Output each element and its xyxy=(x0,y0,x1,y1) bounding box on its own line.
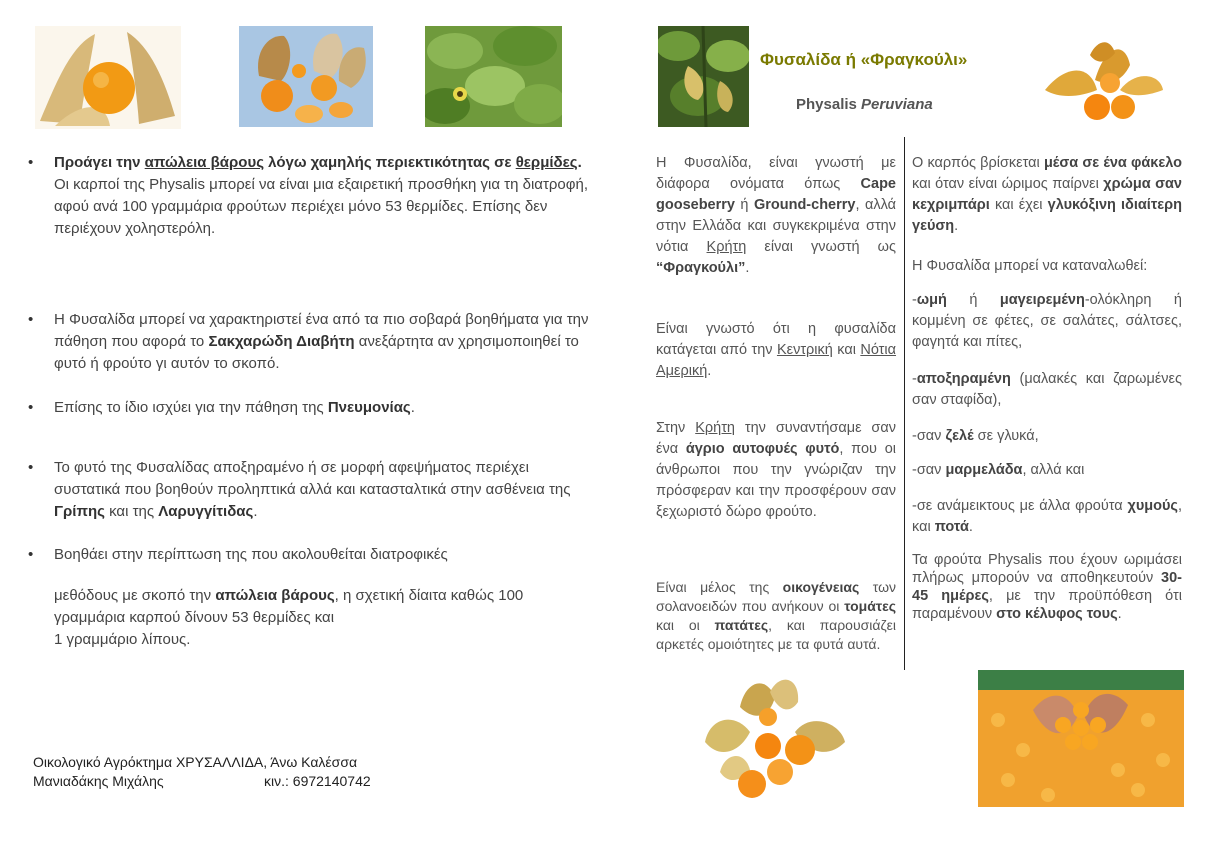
bullet5-line2: μεθόδους με σκοπό την απώλεια βάρους, η σχετική δίαιτα καθώς 100 γραμμάρια καρπού δίνουν 53 θερμίδες και xyxy=(54,587,524,626)
bullet3-text: Επίσης το ίδιο ισχύει για την πάθηση της Πνευμονίας. xyxy=(54,399,415,416)
photo-fruits-pile-bottom xyxy=(700,672,850,800)
photo-hands-holding-fruits xyxy=(978,670,1184,807)
list-item xyxy=(28,544,598,651)
photo-fruits-with-husks-top xyxy=(1035,35,1167,127)
right-para-consumed: Η Φυσαλίδα μπορεί να καταναλωθεί: xyxy=(912,258,1148,274)
bullet-dot: • xyxy=(28,459,34,476)
brochure-subtitle xyxy=(796,96,933,113)
bullet1-text: Προάγει την απώλεια βάρους λόγω χαμηλής περιεκτικότητας σε θερμίδες. xyxy=(54,154,582,171)
right-para-raw: -ωμή ή μαγειρεμένη-ολόκληρη ή κομμένη σε φέτες, σε σαλάτες, σάλτσες, φαγητά και πίτες, xyxy=(912,292,1182,350)
footer-contact-name: Μανιαδάκης Μιχάλης xyxy=(33,773,164,789)
right-para-storage: Τα φρούτα Physalis που έχουν ωριμάσει πλήρως μπορούν να αποθηκευτούν 30-45 ημέρες, με την προϋπόθεση ότι παραμένουν στο κέλυφος τους. xyxy=(912,552,1182,622)
bullet-dot: • xyxy=(28,154,34,171)
bullet-dot: • xyxy=(28,399,34,416)
photo-plant-with-husks xyxy=(658,26,749,127)
bullet2-text: Η Φυσαλίδα μπορεί να χαρακτηριστεί ένα από τα πιο σοβαρά βοηθήματα για την πάθηση που αφορά το Σακχαρώδη Διαβήτη ανεξάρτητα αν χρησιμοποιηθεί το φυτό ή φρούτο γι αυτόν το σκοπό. xyxy=(54,311,589,372)
subtitle-species: Peruviana xyxy=(861,96,933,113)
right-para-jelly: -σαν ζελέ σε γλυκά, xyxy=(912,428,1039,444)
photo-fruits-cut xyxy=(239,26,373,127)
list-item xyxy=(28,309,598,375)
brochure-title: Φυσαλίδα ή «Φραγκούλι» xyxy=(760,50,968,69)
bullet-dot: • xyxy=(28,311,34,328)
column-divider xyxy=(904,137,905,670)
right-para-jam: -σαν μαρμελάδα, αλλά και xyxy=(912,462,1085,478)
bullet5-text xyxy=(54,544,598,651)
middle-para-names: Η Φυσαλίδα, είναι γνωστή με διάφορα ονόματα όπως Cape gooseberry ή Ground-cherry, αλλά στην Ελλάδα και συγκεκριμένα στην νότια Κρήτη είναι γνωστή ως “Φραγκούλι”. xyxy=(656,155,896,276)
list-item xyxy=(28,152,598,240)
footer-phone: κιν.: 6972140742 xyxy=(264,773,371,789)
bullet-dot: • xyxy=(28,546,34,563)
photo-opened-husk-fruit xyxy=(35,26,181,129)
bullet4-text: Το φυτό της Φυσαλίδας αποξηραμένο ή σε μορφή αφεψήματος περιέχει συστατικά που βοηθούν προληπτικά αλλά και κατασταλτικά στην ασθένεια της Γρίπης και της Λαρυγγίτιδας. xyxy=(54,459,571,520)
footer-farm-name: Οικολογικό Αγρόκτημα ΧΡΥΣΑΛΛΙΔΑ, Άνω Καλέσσα xyxy=(33,754,358,770)
subtitle-genus: Physalis xyxy=(796,96,857,113)
right-para-juices: -σε ανάμεικτους με άλλα φρούτα χυμούς, και ποτά. xyxy=(912,498,1182,535)
bullet1-detail: Οι καρποί της Physalis μπορεί να είναι μια εξαιρετική προσθήκη για τη διατροφή, αφού ανά 100 γραμμάρια φρούτων περιέχει μόνο 53 θερμίδες. Επίσης δεν περιέχουν χοληστερόλη. xyxy=(54,176,588,237)
photo-plant-leaves xyxy=(425,26,562,127)
list-item xyxy=(28,457,598,523)
middle-para-crete: Στην Κρήτη την συναντήσαμε σαν ένα άγριο αυτοφυές φυτό, που οι άνθρωποι που την γνώριζαν την πρόσφεραν και την προσφέρουν σαν ξεχωριστό δώρο φρούτο. xyxy=(656,420,897,520)
list-item xyxy=(28,397,598,419)
right-para-dried: -αποξηραμένη (μαλακές και ζαρωμένες σαν σταφίδα), xyxy=(912,371,1182,408)
bullet5-line3: 1 γραμμάριο λίπους. xyxy=(54,631,191,648)
middle-para-origin: Είναι γνωστό ότι η φυσαλίδα κατάγεται από την Κεντρική και Νότια Αμερική. xyxy=(656,321,897,379)
right-para-husk: Ο καρπός βρίσκεται μέσα σε ένα φάκελο και όταν είναι ώριμος παίρνει χρώμα σαν κεχριμπάρι και έχει γλυκόξινη ιδιαίτερη γεύση. xyxy=(912,155,1183,234)
bullet5-line1: Βοηθάει στην περίπτωση της που ακολουθείται διατροφικές xyxy=(54,546,448,563)
middle-para-family: Είναι μέλος της οικογένειας των σολανοειδών που ανήκουν οι τομάτες και οι πατάτες, και παρουσιάζει αρκετές ομοιότητες με τα φυτά αυτά. xyxy=(656,579,897,652)
